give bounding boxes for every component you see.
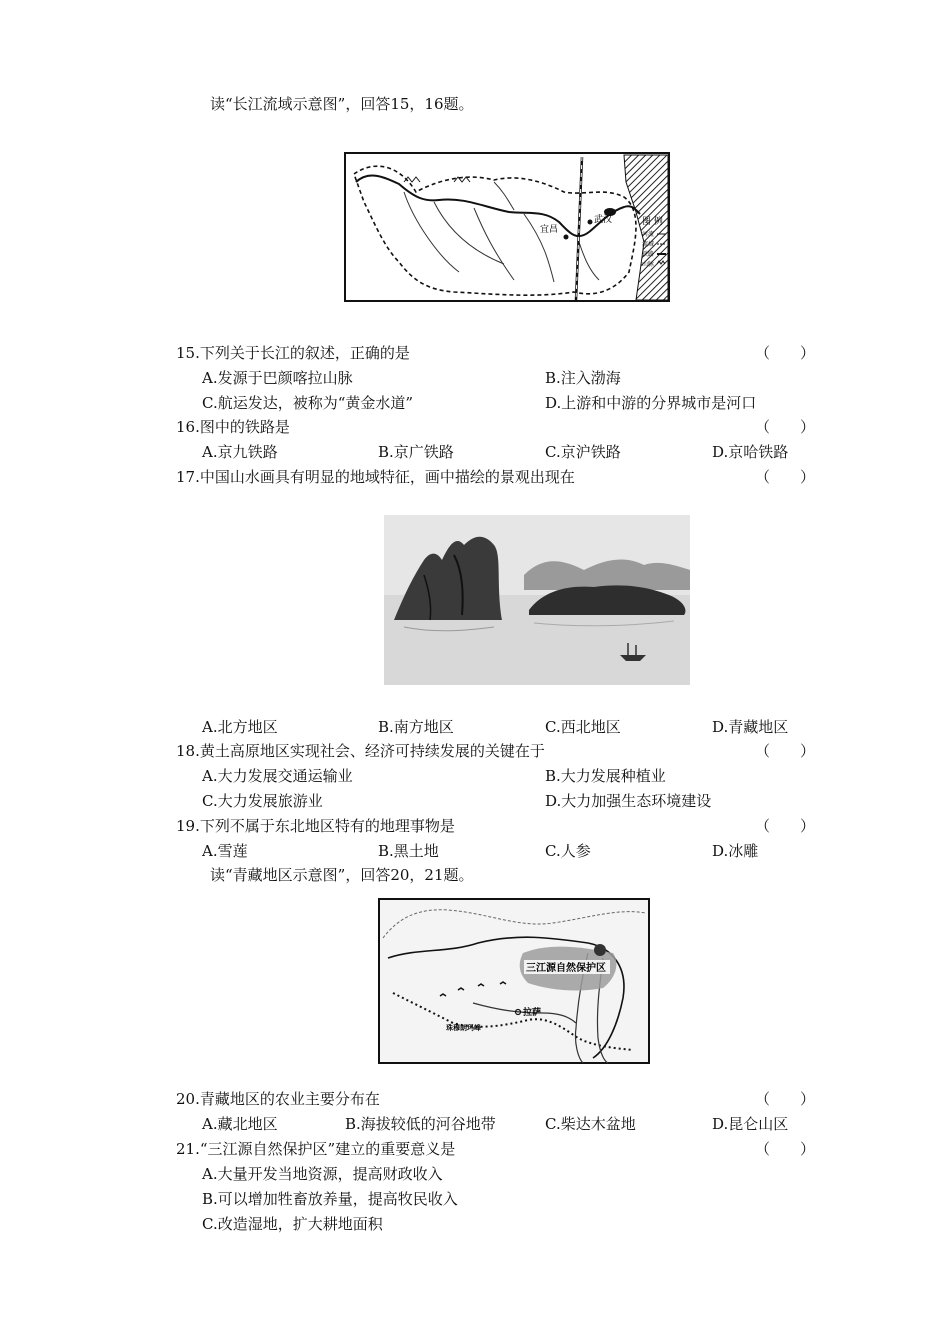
q16-option-d: D.京哈铁路 [712,443,789,461]
legend-title: 图 例 [642,217,663,227]
legend-item-basin: 流域 [642,241,655,248]
q17-option-c: C.西北地区 [545,718,621,736]
q17-answer-blank: （ ） [755,468,816,486]
q17-option-a: A.北方地区 [202,718,278,736]
city-label-wuhan: 武汉 [594,215,613,225]
q21-option-b: B.可以增加牲畜放养量，提高牧民收入 [202,1190,458,1208]
q17-option-b: B.南方地区 [378,718,454,736]
q15-answer-blank: （ ） [755,344,816,362]
yangtze-basin-map [344,152,670,306]
q20-stem: 20.青藏地区的农业主要分布在 [176,1090,380,1108]
q21-answer-blank: （ ） [755,1140,816,1158]
q16-option-a: A.京九铁路 [202,443,278,461]
legend-item-river: 河流 [642,231,655,238]
q21-stem: 21.“三江源自然保护区”建立的重要意义是 [176,1140,456,1158]
q20-answer-blank: （ ） [755,1090,816,1108]
q16-option-b: B.京广铁路 [378,443,454,461]
q21-option-a: A.大量开发当地资源，提高财政收入 [202,1165,443,1183]
qinghai-tibet-map [378,898,650,1068]
landscape-painting-image [384,515,690,689]
intro-text-yangtze: 读“长江流域示意图”，回答15，16题。 [210,95,474,113]
q18-option-d: D.大力加强生态环境建设 [545,792,712,810]
q17-stem: 17.中国山水画具有明显的地域特征，画中描绘的景观出现在 [176,468,575,486]
q16-option-c: C.京沪铁路 [545,443,621,461]
q15-stem: 15.下列关于长江的叙述，正确的是 [176,344,410,362]
q19-option-a: A.雪莲 [202,842,248,860]
label-everest: 珠穆朗玛峰 [446,1024,481,1032]
q19-option-b: B.黑土地 [378,842,439,860]
q15-option-d: D.上游和中游的分界城市是河口 [545,394,757,412]
q20-option-d: D.昆仑山区 [712,1115,789,1133]
q15-option-c: C.航运发达，被称为“黄金水道” [202,394,414,412]
q16-stem: 16.图中的铁路是 [176,418,290,436]
q15-option-a: A.发源于巴颜喀拉山脉 [202,369,353,387]
q16-answer-blank: （ ） [755,418,816,436]
legend-item-railway: 铁路 [642,251,655,258]
city-label-yichang: 宜昌 [540,225,559,235]
label-lhasa: 拉萨 [523,1008,542,1018]
q19-option-d: D.冰雕 [712,842,759,860]
q20-option-b: B.海拔较低的河谷地带 [345,1115,496,1133]
q17-option-d: D.青藏地区 [712,718,789,736]
q20-option-c: C.柴达木盆地 [545,1115,636,1133]
q19-stem: 19.下列不属于东北地区特有的地理事物是 [176,817,455,835]
q21-option-c: C.改造湿地，扩大耕地面积 [202,1215,383,1233]
q18-stem: 18.黄土高原地区实现社会、经济可持续发展的关键在于 [176,742,545,760]
label-sanjiangyuan-reserve: 三江源自然保护区 [526,963,606,974]
q20-option-a: A.藏北地区 [202,1115,278,1133]
q18-answer-blank: （ ） [755,742,816,760]
q19-option-c: C.人参 [545,842,591,860]
q18-option-b: B.大力发展种植业 [545,767,666,785]
q19-answer-blank: （ ） [755,817,816,835]
q18-option-a: A.大力发展交通运输业 [202,767,353,785]
legend-item-mountain: 山脉 [642,261,655,268]
q15-option-b: B.注入渤海 [545,369,621,387]
intro-text-qinghai-tibet: 读“青藏地区示意图”，回答20，21题。 [210,866,474,884]
q18-option-c: C.大力发展旅游业 [202,792,323,810]
